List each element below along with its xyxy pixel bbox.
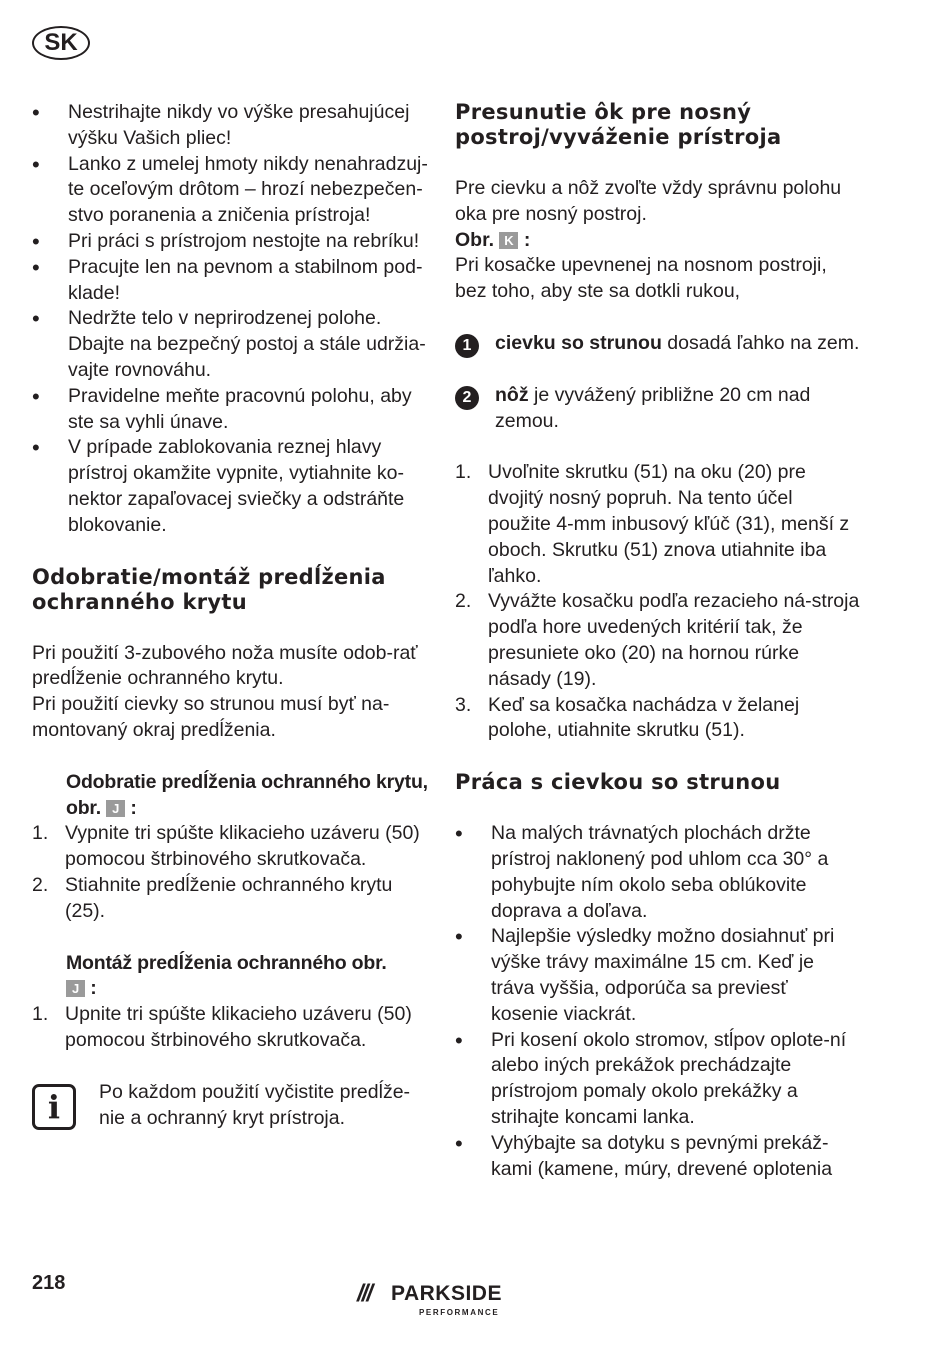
steps-list (32, 1002, 432, 1054)
list-item (455, 460, 860, 589)
figure-reference (455, 228, 860, 254)
subheading-text: Odobratie predĺženia ochranného krytu, obr. (66, 770, 428, 819)
figure-badge: J (106, 800, 125, 817)
steps-list (32, 821, 432, 924)
step-number: 2. (455, 590, 472, 613)
step-text: Vyvážte kosačku podľa rezacieho ná-stroja podľa hore uvedených kritérií tak, že presuniete oko (20) na hornou rúrke násady (19). (488, 590, 860, 690)
list-item: • Pracujte len na pevnom a stabilnom pod-klade! (32, 255, 432, 307)
steps-list (455, 460, 860, 744)
section-heading: Odobratie/montáž predĺženia ochranného krytu (32, 564, 386, 614)
step-text: Vypnite tri spúšte klikacieho uzáveru (50) pomocou štrbinového skrutkovača. (65, 822, 420, 871)
section-heading: Práca s cievkou so strunou (455, 770, 781, 795)
list-item: • Pri kosení okolo stromov, stĺpov oplote-ní alebo iných prekážok prechádzajte prístrojom pomaly okolo prekážky a strihajte koncami lanka. (455, 1028, 860, 1131)
step-text: Uvoľnite skrutku (51) na oku (20) pre dvojitý nosný popruh. Na tento účel použite 4-mm inbusový kľúč (31), menší z oboch. Skrutku (51) znova utiahnite iba ľahko. (488, 461, 850, 587)
list-item: • Pri práci s prístrojom nestojte na rebríku! (32, 229, 432, 255)
safety-bullet-list (32, 100, 432, 539)
list-item: • Lanko z umelej hmoty nikdy nenahradzuj-te oceľovým drôtom – hrozí nebezpečen-stvo poranenia a zničenia prístroja! (32, 152, 432, 229)
paragraph: Pre cievku a nôž zvoľte vždy správnu polohu oka pre nosný postroj. (455, 177, 842, 225)
left-column (32, 100, 432, 1144)
step-number: 1. (32, 1003, 49, 1026)
list-item: • Vyhýbajte sa dotyku s pevnými prekáž-kami (kamene, múry, drevené oplotenia (455, 1131, 860, 1183)
list-item: • Pravidelne meňte pracovnú polohu, aby ste sa vyhli únave. (32, 384, 432, 436)
list-item (32, 1002, 432, 1054)
step-text: Stiahnite predĺženie ochranného krytu (25). (65, 873, 393, 922)
list-item: • Nestrihajte nikdy vo výške presahujúcej výšku Vašich pliec! (32, 100, 432, 152)
colon: : (523, 228, 531, 251)
usage-bullet-list (455, 821, 860, 1182)
subheading (32, 770, 432, 822)
step-number: 2. (32, 873, 49, 896)
right-column (455, 100, 860, 1182)
section-heading: Presunutie ôk pre nosný postroj/vyváženie prístroja (455, 100, 782, 149)
logo-subtitle: PERFORMANCE (419, 1308, 500, 1317)
subheading (32, 951, 432, 1003)
info-note (32, 1080, 432, 1144)
step-number: 3. (455, 693, 472, 716)
figure-badge: K (499, 232, 518, 249)
paragraph: Pri kosačke upevnenej na nosnom postroji, bez toho, aby ste sa dotkli rukou, (455, 254, 827, 303)
logo-brand: PARKSIDE (391, 1282, 502, 1305)
colon: : (90, 977, 97, 1000)
list-item: • Na malých trávnatých plochách držte prístroj naklonený pod uhlom cca 30° a pohybujte ním okolo seba oblúkovite doprava a doľava. (455, 821, 860, 924)
language-badge: SK (32, 26, 90, 60)
colon: : (130, 796, 137, 819)
info-icon: i (32, 1084, 76, 1130)
figure-badge: J (66, 980, 85, 997)
list-item (32, 821, 432, 873)
paragraph: Pri použití 3-zubového noža musíte odob-rať predĺženie ochranného krytu. (32, 641, 418, 690)
subheading-text: Montáž predĺženia ochranného obr. (66, 951, 387, 974)
item-bold: cievku so strunou (495, 331, 662, 354)
list-item (455, 589, 860, 692)
list-item (32, 873, 432, 925)
step-number: 1. (32, 822, 49, 845)
step-text: Upnite tri spúšte klikacieho uzáveru (50) pomocou štrbinového skrutkovača. (65, 1003, 412, 1051)
paragraph: Pri použití cievky so strunou musí byť na-montovaný okraj predĺženia. (32, 693, 390, 741)
list-item: • Najlepšie výsledky možno dosiahnuť pri výške trávy maximálne 15 cm. Keď je tráva vyššia, odporúča sa previesť kosenie viackrát. (455, 924, 860, 1027)
item-text: je vyvážený približne 20 cm nad zemou. (495, 383, 811, 432)
circled-number: 1 (455, 334, 479, 358)
item-bold: nôž (495, 383, 529, 406)
numbered-item (455, 331, 860, 357)
step-text: Keď sa kosačka nachádza v želanej polohe, utiahnite skrutku (51). (488, 693, 800, 742)
list-item: • Nedržte telo v neprirodzenej polohe. Dbajte na bezpečný postoj a stále udržia-vajte rovnováhu. (32, 306, 432, 383)
item-text: dosadá ľahko na zem. (661, 331, 860, 354)
circled-number: 2 (455, 386, 479, 410)
page-number: 218 (32, 1272, 66, 1294)
numbered-item (455, 383, 860, 435)
list-item (455, 693, 860, 745)
figure-label: Obr. (455, 228, 495, 251)
list-item: • V prípade zablokovania reznej hlavy prístroj okamžite vypnite, vytiahnite ko-nektor zapaľovacej sviečky a odstráňte blokovanie. (32, 435, 432, 538)
info-text: Po každom použití vyčistite predĺže-nie a ochranný kryt prístroja. (99, 1080, 411, 1129)
logo-slashes: /// (357, 1280, 372, 1307)
brand-logo (357, 1280, 527, 1320)
step-number: 1. (455, 461, 472, 484)
